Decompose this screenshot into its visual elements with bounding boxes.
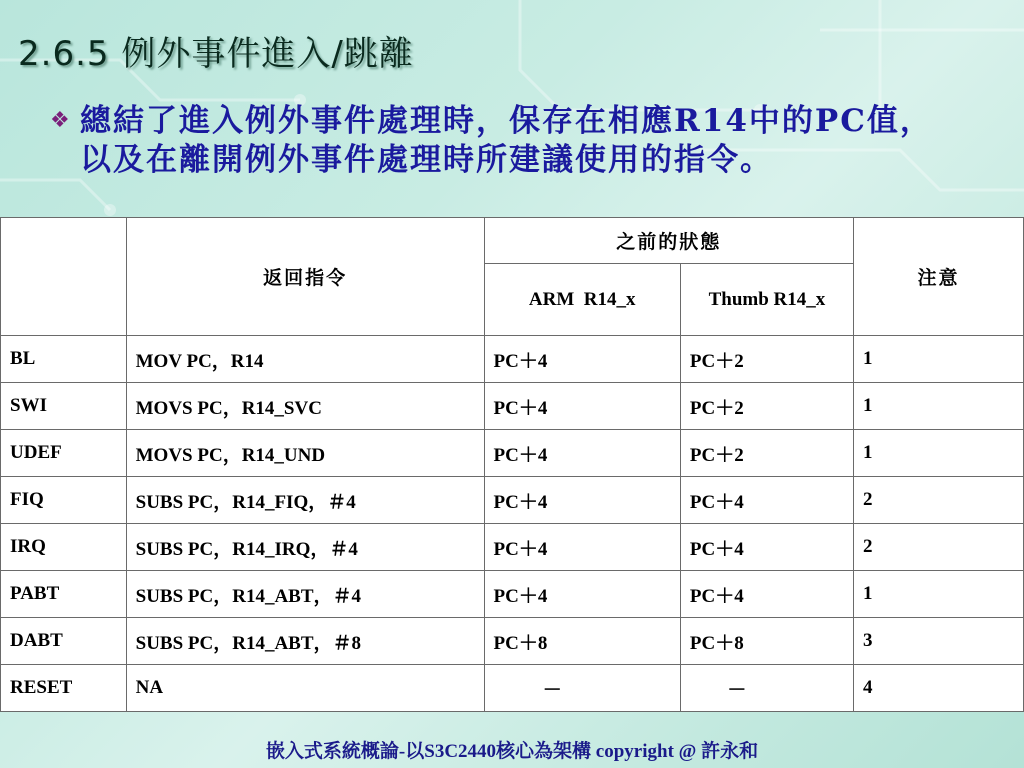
instruction-cell: MOVS PC，R14_SVC <box>126 383 484 430</box>
note-cell: 1 <box>854 430 1024 477</box>
exception-cell: BL <box>1 336 127 383</box>
note-cell: 1 <box>854 336 1024 383</box>
arm-r14-cell: PC＋4 <box>484 571 680 618</box>
table-row <box>1 477 1024 524</box>
note-cell: 4 <box>854 665 1024 712</box>
instruction-cell: NA <box>126 665 484 712</box>
diamond-cluster-icon: ❖ <box>50 108 70 133</box>
instruction-cell: SUBS PC，R14_ABT，＃4 <box>126 571 484 618</box>
instruction-cell: SUBS PC，R14_ABT，＃8 <box>126 618 484 665</box>
table-row <box>1 665 1024 712</box>
bullet-text: 總結了進入例外事件處理時，保存在相應R14中的PC值，以及在離開例外事件處理時所建議使用的指令。 <box>80 103 933 178</box>
arm-r14-cell: PC＋4 <box>484 524 680 571</box>
exception-cell: IRQ <box>1 524 127 571</box>
thumb-r14-cell: － <box>680 665 853 712</box>
table-row <box>1 430 1024 477</box>
header-return-instruction: 返回指令 <box>126 218 484 336</box>
arm-r14-cell: PC＋8 <box>484 618 680 665</box>
arm-r14-cell: PC＋4 <box>484 336 680 383</box>
instruction-cell: MOV PC，R14 <box>126 336 484 383</box>
table-row <box>1 336 1024 383</box>
note-cell: 1 <box>854 571 1024 618</box>
instruction-cell: MOVS PC，R14_UND <box>126 430 484 477</box>
thumb-r14-cell: PC＋2 <box>680 336 853 383</box>
header-note: 注意 <box>854 218 1024 336</box>
exception-cell: RESET <box>1 665 127 712</box>
thumb-r14-cell: PC＋8 <box>680 618 853 665</box>
instruction-cell: SUBS PC，R14_FIQ，＃4 <box>126 477 484 524</box>
thumb-r14-cell: PC＋2 <box>680 383 853 430</box>
instruction-cell: SUBS PC，R14_IRQ，＃4 <box>126 524 484 571</box>
note-cell: 1 <box>854 383 1024 430</box>
table-row <box>1 571 1024 618</box>
header-arm-r14: ARM R14_x <box>484 264 680 336</box>
exception-cell: DABT <box>1 618 127 665</box>
header-thumb-r14: Thumb R14_x <box>680 264 853 336</box>
arm-r14-cell: PC＋4 <box>484 477 680 524</box>
arm-r14-cell: PC＋4 <box>484 383 680 430</box>
exception-cell: PABT <box>1 571 127 618</box>
note-cell: 2 <box>854 524 1024 571</box>
thumb-r14-cell: PC＋4 <box>680 571 853 618</box>
exception-return-table <box>0 217 1024 712</box>
exception-cell: UDEF <box>1 430 127 477</box>
header-previous-state: 之前的狀態 <box>484 218 853 264</box>
thumb-r14-cell: PC＋4 <box>680 477 853 524</box>
footer-copyright: 嵌入式系統概論-以S3C2440核心為架構 copyright @ 許永和 <box>265 741 759 762</box>
table-row <box>1 618 1024 665</box>
arm-r14-cell: － <box>484 665 680 712</box>
thumb-r14-cell: PC＋4 <box>680 524 853 571</box>
exception-cell: FIQ <box>1 477 127 524</box>
arm-r14-cell: PC＋4 <box>484 430 680 477</box>
slide-title: 2.6.5 例外事件進入/跳離 <box>18 34 414 74</box>
note-cell: 3 <box>854 618 1024 665</box>
table-row <box>1 383 1024 430</box>
table-row <box>1 524 1024 571</box>
thumb-r14-cell: PC＋2 <box>680 430 853 477</box>
note-cell: 2 <box>854 477 1024 524</box>
exception-cell: SWI <box>1 383 127 430</box>
header-blank-cell <box>1 218 127 336</box>
